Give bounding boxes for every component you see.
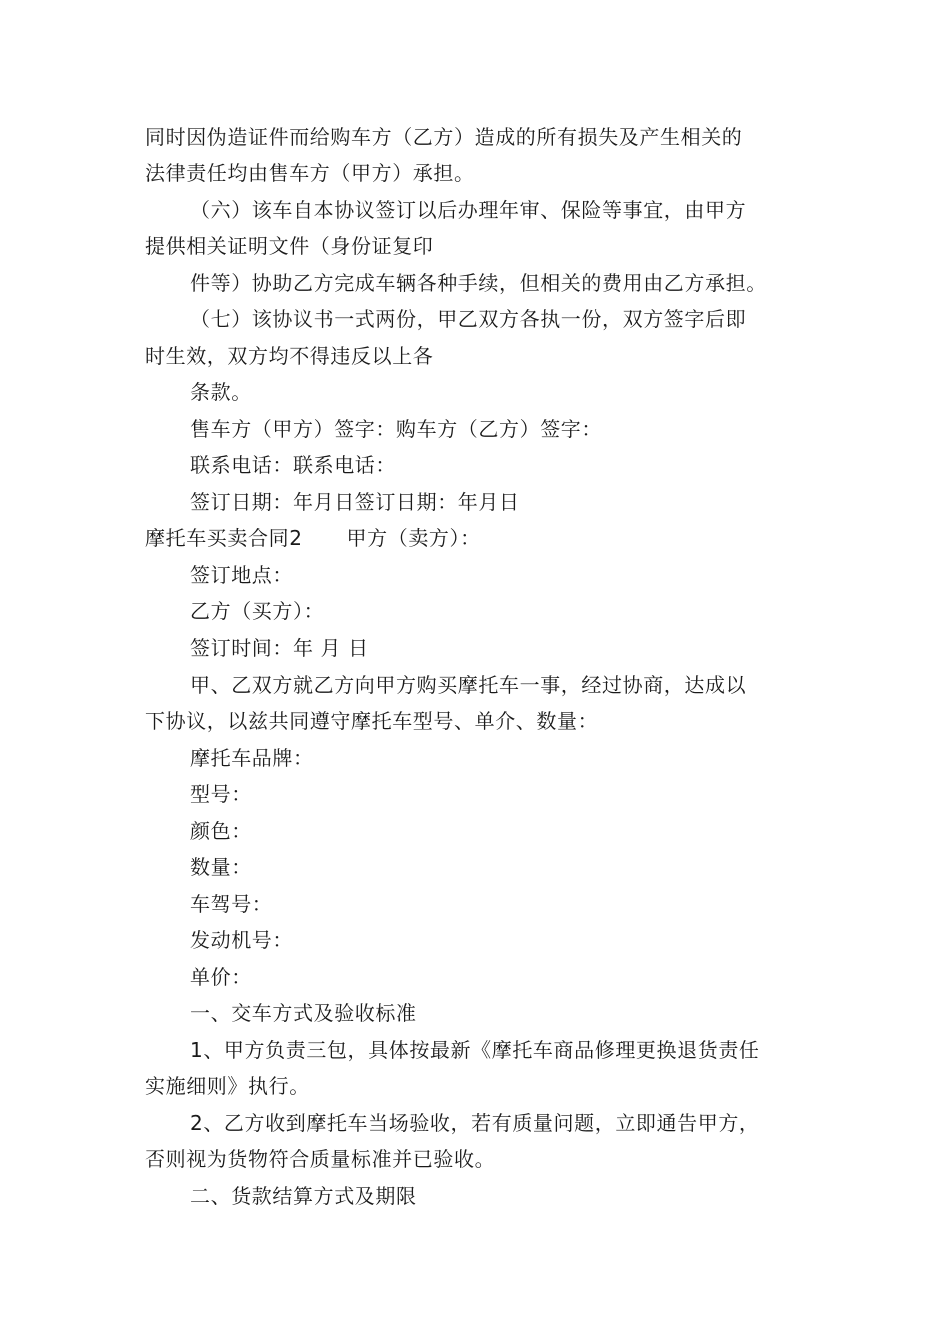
text-line: 签订时间：年 月 日 bbox=[190, 636, 369, 660]
text-line: 件等）协助乙方完成车辆各种手续，但相关的费用由乙方承担。 bbox=[190, 271, 767, 295]
text-line: 实施细则》执行。 bbox=[145, 1074, 310, 1098]
text-line: 乙方（买方）： bbox=[190, 599, 325, 623]
field-frame-number: 车驾号： bbox=[190, 892, 273, 916]
text-line: 签订地点： bbox=[190, 563, 293, 587]
field-unit-price: 单价： bbox=[190, 965, 252, 989]
text-line: 甲、乙双方就乙方向甲方购买摩托车一事，经过协商，达成以 bbox=[190, 673, 747, 697]
text-line: 否则视为货物符合质量标准并已验收。 bbox=[145, 1147, 496, 1171]
field-model: 型号： bbox=[190, 782, 252, 806]
text-line: 2、乙方收到摩托车当场验收，若有质量问题，立即通告甲方， bbox=[190, 1111, 760, 1135]
text-line: 同时因伪造证件而给购车方（乙方）造成的所有损失及产生相关的 bbox=[145, 125, 743, 149]
field-brand: 摩托车品牌： bbox=[190, 746, 314, 770]
contract-heading bbox=[145, 525, 815, 551]
contract-title: 摩托车买卖合同2 bbox=[145, 526, 303, 550]
text-line: 提供相关证明文件（身份证复印 bbox=[145, 234, 434, 258]
date-line: 签订日期：年月日签订日期：年月日 bbox=[190, 490, 520, 514]
text-line: 时生效，双方均不得违反以上各 bbox=[145, 344, 434, 368]
section-heading: 二、货款结算方式及期限 bbox=[190, 1184, 417, 1208]
field-engine-number: 发动机号： bbox=[190, 928, 293, 952]
phone-line: 联系电话：联系电话： bbox=[190, 453, 396, 477]
signature-line: 售车方（甲方）签字：购车方（乙方）签字： bbox=[190, 417, 602, 441]
text-line: 法律责任均由售车方（甲方）承担。 bbox=[145, 161, 475, 185]
text-line: 条款。 bbox=[190, 380, 252, 404]
text-line: （六）该车自本协议签订以后办理年审、保险等事宜，由甲方 bbox=[190, 198, 747, 222]
text-line: 下协议，以兹共同遵守摩托车型号、单介、数量： bbox=[145, 709, 599, 733]
text-line: （七）该协议书一式两份，甲乙双方各执一份，双方签字后即 bbox=[190, 307, 747, 331]
text-line: 1、甲方负责三包，具体按最新《摩托车商品修理更换退货责任 bbox=[190, 1038, 760, 1062]
party-a-label: 甲方（卖方）： bbox=[346, 526, 481, 550]
field-quantity: 数量： bbox=[190, 855, 252, 879]
field-color: 颜色： bbox=[190, 819, 252, 843]
section-heading: 一、交车方式及验收标准 bbox=[190, 1001, 417, 1025]
